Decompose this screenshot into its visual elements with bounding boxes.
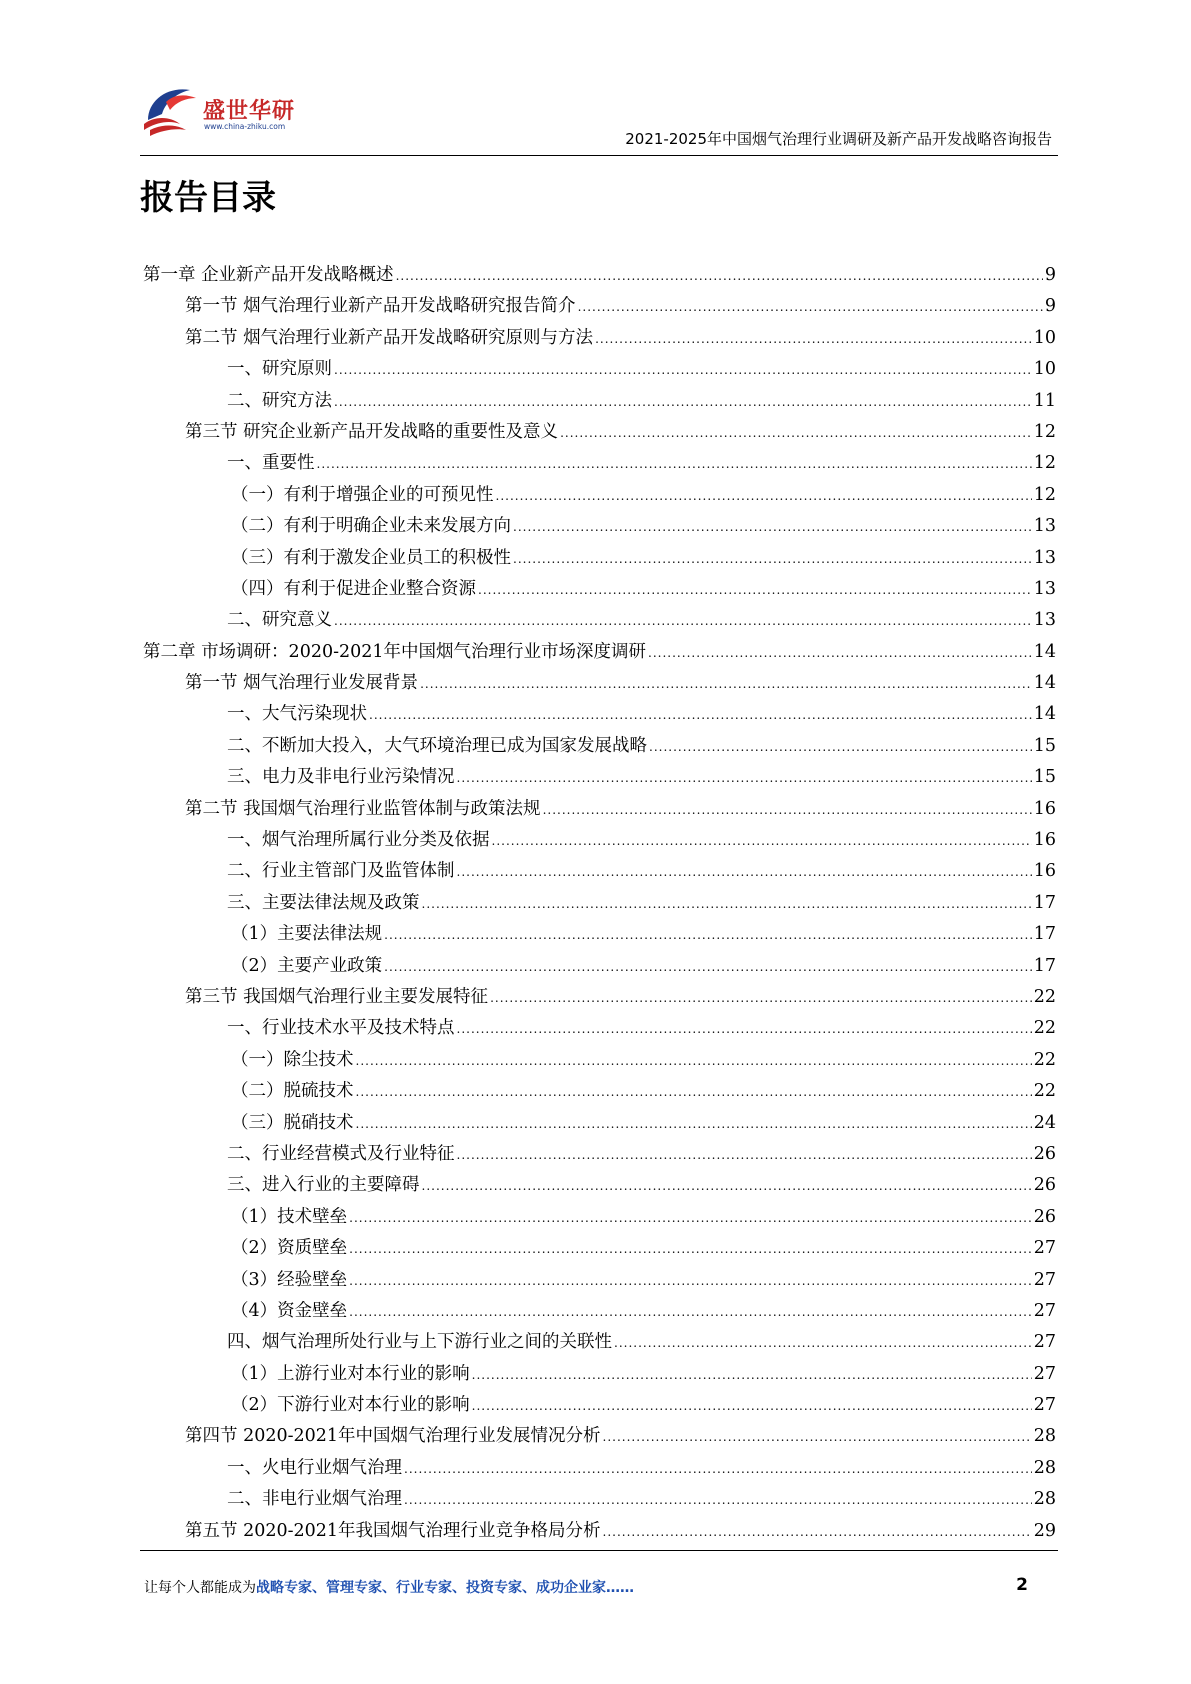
toc-entry-page: 17: [1033, 955, 1056, 976]
toc-entry[interactable]: [143, 606, 1056, 637]
toc-entry[interactable]: [143, 1203, 1056, 1234]
toc-entry-page: 26: [1033, 1175, 1056, 1196]
toc-entry-title: （三）有利于激发企业员工的积极性: [231, 547, 511, 568]
logo-url: www.china-zhiku.com: [204, 122, 286, 131]
toc-entry[interactable]: [143, 324, 1056, 355]
toc-entry-page: 27: [1033, 1332, 1056, 1353]
toc-entry-page: 22: [1033, 1018, 1056, 1039]
toc-entry-title: 第二章 市场调研：2020-2021年中国烟气治理行业市场深度调研: [143, 641, 647, 662]
toc-entry[interactable]: [143, 387, 1056, 418]
toc-entry[interactable]: [143, 889, 1056, 920]
toc-dot-leader: [472, 1399, 1032, 1413]
toc-entry[interactable]: [143, 1014, 1056, 1045]
page-heading: 报告目录: [140, 178, 276, 218]
toc-entry[interactable]: [143, 1266, 1056, 1297]
toc-dot-leader: [496, 489, 1032, 503]
toc-entry[interactable]: [143, 1077, 1056, 1108]
toc-dot-leader: [457, 771, 1032, 785]
logo-emblem-icon: [140, 80, 204, 142]
toc-entry-title: 第四节 2020-2021年中国烟气治理行业发展情况分析: [185, 1426, 601, 1447]
toc-entry-title: 一、研究原则: [227, 359, 332, 380]
toc-entry-title: 第五节 2020-2021年我国烟气治理行业竞争格局分析: [185, 1520, 601, 1541]
toc-entry[interactable]: [143, 795, 1056, 826]
toc-entry-page: 28: [1033, 1489, 1056, 1510]
toc-dot-leader: [317, 457, 1032, 471]
toc-entry-page: 22: [1033, 1049, 1056, 1070]
toc-entry-page: 10: [1033, 327, 1056, 348]
toc-entry-title: 一、烟气治理所属行业分类及依据: [227, 830, 490, 851]
toc-entry[interactable]: [143, 638, 1056, 669]
toc-dot-leader: [422, 897, 1032, 911]
page-footer: [140, 1550, 1058, 1596]
toc-entry-page: 28: [1033, 1457, 1056, 1478]
toc-dot-leader: [603, 1430, 1032, 1444]
toc-dot-leader: [457, 1022, 1032, 1036]
toc-entry-title: （三）脱硝技术: [231, 1112, 354, 1133]
toc-entry[interactable]: [143, 857, 1056, 888]
toc-entry-page: 22: [1033, 986, 1056, 1007]
toc-entry-title: （四）有利于促进企业整合资源: [231, 578, 476, 599]
toc-dot-leader: [349, 1242, 1032, 1256]
toc-entry-title: 二、行业主管部门及监管体制: [227, 861, 455, 882]
toc-entry-page: 29: [1033, 1520, 1056, 1541]
toc-entry-title: 三、进入行业的主要障碍: [227, 1175, 420, 1196]
toc-entry[interactable]: [143, 952, 1056, 983]
toc-entry-title: 第一节 烟气治理行业发展背景: [185, 673, 419, 694]
toc-entry[interactable]: [143, 1234, 1056, 1265]
toc-entry-title: （1）技术壁垒: [231, 1206, 348, 1227]
toc-entry-title: 四、烟气治理所处行业与上下游行业之间的关联性: [227, 1332, 612, 1353]
toc-entry[interactable]: [143, 763, 1056, 794]
toc-entry-page: 27: [1033, 1363, 1056, 1384]
toc-entry-page: 16: [1033, 861, 1056, 882]
toc-dot-leader: [578, 300, 1043, 314]
toc-dot-leader: [492, 834, 1032, 848]
toc-entry-page: 11: [1033, 390, 1056, 411]
toc-entry[interactable]: [143, 481, 1056, 512]
toc-entry-title: 三、电力及非电行业污染情况: [227, 767, 455, 788]
toc-entry[interactable]: [143, 292, 1056, 323]
toc-dot-leader: [384, 960, 1032, 974]
table-of-contents: [143, 261, 1056, 1548]
toc-dot-leader: [404, 1493, 1032, 1507]
toc-entry-title: 第三节 我国烟气治理行业主要发展特征: [185, 986, 489, 1007]
toc-entry[interactable]: [143, 1517, 1056, 1548]
toc-dot-leader: [560, 426, 1032, 440]
toc-entry[interactable]: [143, 449, 1056, 480]
toc-entry-page: 17: [1033, 924, 1056, 945]
toc-entry-page: 9: [1044, 265, 1056, 285]
toc-entry-page: 12: [1033, 453, 1056, 474]
toc-dot-leader: [349, 1274, 1032, 1288]
toc-entry-page: 28: [1033, 1426, 1056, 1447]
toc-entry[interactable]: [143, 826, 1056, 857]
toc-entry[interactable]: [143, 261, 1056, 292]
toc-dot-leader: [356, 1085, 1032, 1099]
toc-entry-title: 三、主要法律法规及政策: [227, 892, 420, 913]
toc-entry-title: 二、研究意义: [227, 610, 332, 631]
company-logo: [140, 80, 300, 148]
toc-entry-title: 二、行业经营模式及行业特征: [227, 1143, 455, 1164]
toc-entry-page: 15: [1033, 767, 1056, 788]
toc-entry-title: 第二节 我国烟气治理行业监管体制与政策法规: [185, 798, 541, 819]
toc-entry-page: 14: [1033, 673, 1056, 694]
toc-dot-leader: [404, 1462, 1032, 1476]
toc-entry-title: 第二节 烟气治理行业新产品开发战略研究原则与方法: [185, 327, 594, 348]
toc-entry-title: （2）下游行业对本行业的影响: [231, 1395, 470, 1416]
toc-entry-page: 22: [1033, 1081, 1056, 1102]
toc-entry[interactable]: [143, 732, 1056, 763]
toc-entry-title: 第三节 研究企业新产品开发战略的重要性及意义: [185, 421, 559, 442]
toc-entry-page: 17: [1033, 892, 1056, 913]
toc-dot-leader: [513, 552, 1032, 566]
toc-entry[interactable]: [143, 1391, 1056, 1422]
toc-dot-leader: [457, 1148, 1032, 1162]
footer-slogan-lead: 让每个人都能成为: [144, 1580, 256, 1596]
toc-dot-leader: [490, 991, 1032, 1005]
page-number: 2: [1016, 1575, 1028, 1595]
toc-entry-title: 二、不断加大投入，大气环境治理已成为国家发展战略: [227, 735, 647, 756]
toc-dot-leader: [513, 520, 1032, 534]
toc-entry-title: 一、重要性: [227, 453, 315, 474]
toc-entry-title: （2）资质壁垒: [231, 1238, 348, 1259]
toc-entry[interactable]: [143, 418, 1056, 449]
toc-entry-title: 一、火电行业烟气治理: [227, 1457, 402, 1478]
toc-dot-leader: [334, 614, 1032, 628]
toc-entry[interactable]: [143, 544, 1056, 575]
toc-entry[interactable]: [143, 1109, 1056, 1140]
toc-dot-leader: [543, 803, 1032, 817]
toc-entry-page: 15: [1033, 735, 1056, 756]
toc-entry-page: 14: [1033, 641, 1056, 662]
toc-dot-leader: [648, 646, 1032, 660]
toc-dot-leader: [334, 363, 1032, 377]
toc-entry[interactable]: [143, 983, 1056, 1014]
toc-entry-page: 16: [1033, 798, 1056, 819]
toc-entry-page: 24: [1033, 1112, 1056, 1133]
toc-entry-page: 12: [1033, 484, 1056, 505]
toc-dot-leader: [457, 865, 1032, 879]
toc-entry-title: 第一章 企业新产品开发战略概述: [143, 265, 394, 285]
toc-entry[interactable]: [143, 669, 1056, 700]
toc-entry-title: （一）除尘技术: [231, 1049, 354, 1070]
toc-dot-leader: [369, 708, 1032, 722]
toc-entry-title: 二、非电行业烟气治理: [227, 1489, 402, 1510]
report-title: 2021-2025年中国烟气治理行业调研及新产品开发战略咨询报告: [625, 130, 1052, 148]
toc-dot-leader: [422, 1179, 1032, 1193]
toc-dot-leader: [356, 1117, 1032, 1131]
toc-entry[interactable]: [143, 1297, 1056, 1328]
toc-entry-page: 26: [1033, 1206, 1056, 1227]
toc-entry-page: 27: [1033, 1238, 1056, 1259]
toc-entry-title: （3）经验壁垒: [231, 1269, 348, 1290]
toc-dot-leader: [420, 677, 1032, 691]
toc-entry-page: 14: [1033, 704, 1056, 725]
toc-entry-title: （2）主要产业政策: [231, 955, 383, 976]
toc-entry-title: （4）资金壁垒: [231, 1300, 348, 1321]
toc-dot-leader: [396, 269, 1043, 283]
toc-entry[interactable]: [143, 920, 1056, 951]
toc-entry[interactable]: [143, 1140, 1056, 1171]
toc-entry[interactable]: [143, 1171, 1056, 1202]
toc-entry[interactable]: [143, 355, 1056, 386]
toc-entry-title: （一）有利于增强企业的可预见性: [231, 484, 494, 505]
toc-entry-page: 12: [1033, 421, 1056, 442]
toc-entry-page: 13: [1033, 578, 1056, 599]
toc-entry[interactable]: [143, 512, 1056, 543]
toc-entry[interactable]: [143, 1454, 1056, 1485]
toc-dot-leader: [472, 1368, 1032, 1382]
toc-entry[interactable]: [143, 1046, 1056, 1077]
toc-dot-leader: [603, 1525, 1032, 1539]
toc-entry-title: （1）上游行业对本行业的影响: [231, 1363, 470, 1384]
toc-entry-title: 一、大气污染现状: [227, 704, 367, 725]
toc-entry[interactable]: [143, 1328, 1056, 1359]
toc-entry-title: （二）有利于明确企业未来发展方向: [231, 516, 511, 537]
toc-entry-title: （1）主要法律法规: [231, 924, 383, 945]
toc-dot-leader: [384, 928, 1032, 942]
toc-dot-leader: [334, 395, 1032, 409]
toc-entry-page: 13: [1033, 610, 1056, 631]
toc-dot-leader: [349, 1211, 1032, 1225]
toc-entry[interactable]: [143, 700, 1056, 731]
toc-entry-page: 10: [1033, 359, 1056, 380]
toc-entry[interactable]: [143, 1360, 1056, 1391]
toc-entry[interactable]: [143, 575, 1056, 606]
toc-entry-page: 27: [1033, 1300, 1056, 1321]
toc-entry[interactable]: [143, 1422, 1056, 1453]
toc-entry-page: 27: [1033, 1395, 1056, 1416]
toc-entry-page: 9: [1044, 296, 1056, 317]
toc-entry-page: 16: [1033, 830, 1056, 851]
toc-dot-leader: [649, 740, 1032, 754]
toc-entry-page: 13: [1033, 547, 1056, 568]
toc-entry-page: 13: [1033, 516, 1056, 537]
toc-dot-leader: [349, 1305, 1032, 1319]
toc-dot-leader: [478, 583, 1032, 597]
toc-dot-leader: [595, 332, 1032, 346]
logo-name: 盛世华研: [203, 99, 296, 124]
footer-slogan: [144, 1577, 634, 1597]
toc-dot-leader: [614, 1336, 1032, 1350]
page-header: [140, 80, 1058, 156]
toc-dot-leader: [356, 1054, 1032, 1068]
footer-slogan-highlight: 战略专家、管理专家、行业专家、投资专家、成功企业家……: [256, 1580, 634, 1596]
toc-entry-title: 一、行业技术水平及技术特点: [227, 1018, 455, 1039]
toc-entry-title: 二、研究方法: [227, 390, 332, 411]
toc-entry-title: 第一节 烟气治理行业新产品开发战略研究报告简介: [185, 296, 576, 317]
toc-entry-page: 26: [1033, 1143, 1056, 1164]
toc-entry-title: （二）脱硫技术: [231, 1081, 354, 1102]
toc-entry-page: 27: [1033, 1269, 1056, 1290]
toc-entry[interactable]: [143, 1485, 1056, 1516]
